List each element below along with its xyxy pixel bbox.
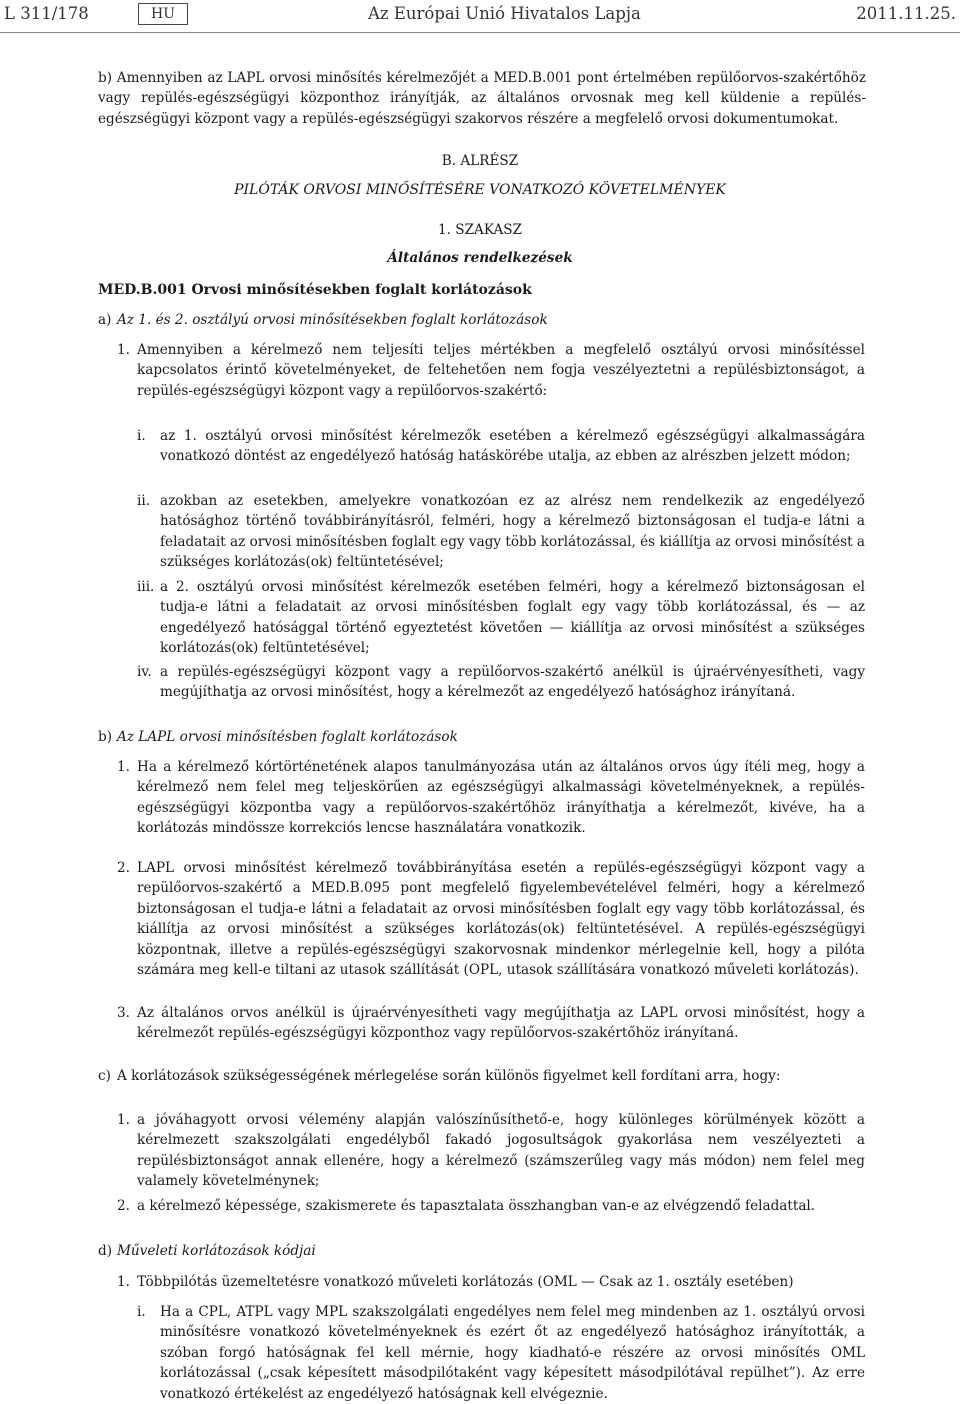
sub-d-title: Műveleti korlátozások kódjai (117, 1243, 316, 1259)
sub-a-title: Az 1. és 2. osztályú orvosi minősítésekben foglalt korlátozások (117, 312, 548, 328)
sub-a-item-text: a 2. osztályú orvosi minősítést kérelmezők esetében felméri, hogy a kérelmező biztonságosan el tudja-e látni a feladatait az orvosi minősítésben foglalt egy vagy több korlátozással, és — az engedélyező hatósággal történő egyeztetést követően — kiállítja az orvosi minősítést a szükséges korlátozás(ok) feltüntetésével; (160, 579, 865, 657)
med-b001-title: MED.B.001 Orvosi minősítésekben foglalt korlátozások (98, 282, 532, 298)
sub-c-label: c) (98, 1068, 111, 1084)
part-title: PILÓTÁK ORVOSI MINŐSÍTÉSÉRE VONATKOZÓ KÖVETELMÉNYEK (234, 182, 726, 198)
sub-c-title: A korlátozások szükségességének mérlegelése során különös figyelmet kell fordítani arra, hogy: (117, 1068, 781, 1084)
sub-d-p1-text: Többpilótás üzemeltetésre vonatkozó műveleti korlátozás (OML — Csak az 1. osztály esetében) (137, 1274, 794, 1290)
sub-b-item-text: LAPL orvosi minősítést kérelmező továbbirányítása esetén a repülés-egészségügyi központ vagy a repülőorvos-szakértő a MED.B.095 pont megfelelő figyelembevételével felméri, hogy a kérelmező biztonságosan el tudja-e látni a feladatait az orvosi minősítésben foglalt egy vagy több korlátozással, és kiállítja az orvosi minősítést a szükséges korlátozás(ok) feltüntetésével. A repülés-egészségügyi központnak, illetve a repülés-egészségügyi szakorvosnak mindenkor mérlegelnie kell, hogy a pilóta számára meg kell-e tiltani az utasok szállítását (OPL, utasok szállítására vonatkozó műveleti korlátozás). (137, 860, 865, 979)
language-badge: HU (138, 3, 188, 25)
page-reference: L 311/178 (4, 4, 89, 23)
sub-b-item-text: Az általános orvos anélkül is újraérvényesítheti vagy megújíthatja az LAPL orvosi minősítést, hogy a kérelmezőt repülés-egészségügyi központhoz vagy repülőorvos-szakértőhöz irányítaná. (137, 1005, 865, 1042)
sub-b-item-number: 3. (117, 1005, 130, 1021)
sub-b-item-number: 1. (117, 759, 130, 775)
sub-a-item-number: i. (137, 428, 146, 444)
intro-paragraph-b: b) Amennyiben az LAPL orvosi minősítés kérelmezőjét a MED.B.001 pont értelmében repülőorvos-szakértőhöz vagy repülés-egészségügyi központhoz irányítják, az általános orvosnak meg kell küldenie a repülés-egészségügyi központ vagy a repülés-egészségügyi szakorvos részére a megfelelő orvosi dokumentumokat. (98, 70, 866, 127)
sub-b-item-number: 2. (117, 860, 130, 876)
sub-a-item-number: iii. (137, 579, 155, 595)
sub-b-label: b) (98, 729, 113, 745)
sub-a-label: a) (98, 312, 112, 328)
section-label: 1. SZAKASZ (437, 222, 523, 238)
sub-c-item-text: a jóváhagyott orvosi vélemény alapján valószínűsíthető-e, hogy különleges körülmények között a kérelmezett szakszolgálati engedélyből fakadó jogosultságok gyakorlása nem veszélyezteti a repülésbiztonságot annak ellenére, hogy a kérelmező (számszerűleg vagy más módon) nem felel meg valamely követelménynek; (137, 1112, 865, 1190)
publication-date: 2011.11.25. (856, 4, 956, 23)
sub-a-item-text: azokban az esetekben, amelyekre vonatkozóan ez az alrész nem rendelkezik az engedélyező hatósághoz történő továbbirányításról, felméri, hogy a kérelmező biztonságosan el tudja-e látni a feladatait az orvosi minősítésben foglalt egy vagy több korlátozással, és kiállítja az orvosi minősítést a szükséges korlátozás(ok) feltüntetésével; (160, 493, 865, 571)
part-label: B. ALRÉSZ (441, 153, 519, 169)
sub-c-item-number: 2. (117, 1198, 130, 1214)
sub-c-item-number: 1. (117, 1112, 130, 1128)
sub-d-label: d) (98, 1243, 113, 1259)
sub-c-item-text: a kérelmező képessége, szakismerete és tapasztalata összhangban van-e az elvégzendő feladattal. (137, 1198, 816, 1214)
header-divider (0, 32, 960, 33)
sub-d-item-text: Ha a CPL, ATPL vagy MPL szakszolgálati engedélyes nem felel meg mindenben az 1. osztályú orvosi minősítésre vonatkozó követelményeknek és ezért őt az engedélyező hatósághoz irányították, a szóban forgó hatóságnak fel kell mérnie, hogy kiadható-e részére az orvosi minősítés OML korlátozással („csak képesített másodpilótaként vagy képesített másodpilótával repülhet”). Az erre vonatkozó értékelést az engedélyező hatóságnak kell elvégeznie. (160, 1304, 865, 1402)
sub-b-title: Az LAPL orvosi minősítésben foglalt korlátozások (117, 729, 458, 745)
sub-a-item-number: ii. (137, 493, 151, 509)
sub-a-item-number: iv. (137, 664, 152, 680)
sub-d-item-number: i. (137, 1304, 146, 1320)
sub-b-item-text: Ha a kérelmező kórtörténetének alapos tanulmányozása után az általános orvos úgy ítéli meg, hogy a kérelmező nem felel meg teljeskörűen az egészségügyi alkalmassági követelményeknek, a repülés-egészségügyi központba vagy a repülőorvos-szakértőhöz irányíthatja a kérelmezőt, kivéve, ha a korlátozás mindössze korrekciós lencse használatára vonatkozik. (137, 759, 865, 837)
journal-title: Az Európai Unió Hivatalos Lapja (368, 4, 641, 23)
sub-a-item-text: az 1. osztályú orvosi minősítést kérelmezők esetében a kérelmező egészségügyi alkalmasságára vonatkozó döntést az engedélyező hatóság hatáskörébe utalja, az ebben az alrészben jelzett módon; (160, 428, 865, 465)
section-title: Általános rendelkezések (387, 250, 573, 266)
sub-a-p1-text: Amennyiben a kérelmező nem teljesíti teljes mértékben a megfelelő osztályú orvosi minősítéssel kapcsolatos érintő követelményeket, de feltehetően nem fogja veszélyeztetni a repülésbiztonságot, a repülés-egészségügyi központ vagy a repülőorvos-szakértő: (137, 342, 865, 399)
sub-a-item-text: a repülés-egészségügyi központ vagy a repülőorvos-szakértő anélkül is újraérvényesítheti, vagy megújíthatja az orvosi minősítést, hogy a kérelmezőt az engedélyező hatósághoz irányítaná. (160, 664, 865, 701)
sub-a-p1-number: 1. (117, 342, 130, 358)
sub-d-p1-number: 1. (117, 1274, 130, 1290)
